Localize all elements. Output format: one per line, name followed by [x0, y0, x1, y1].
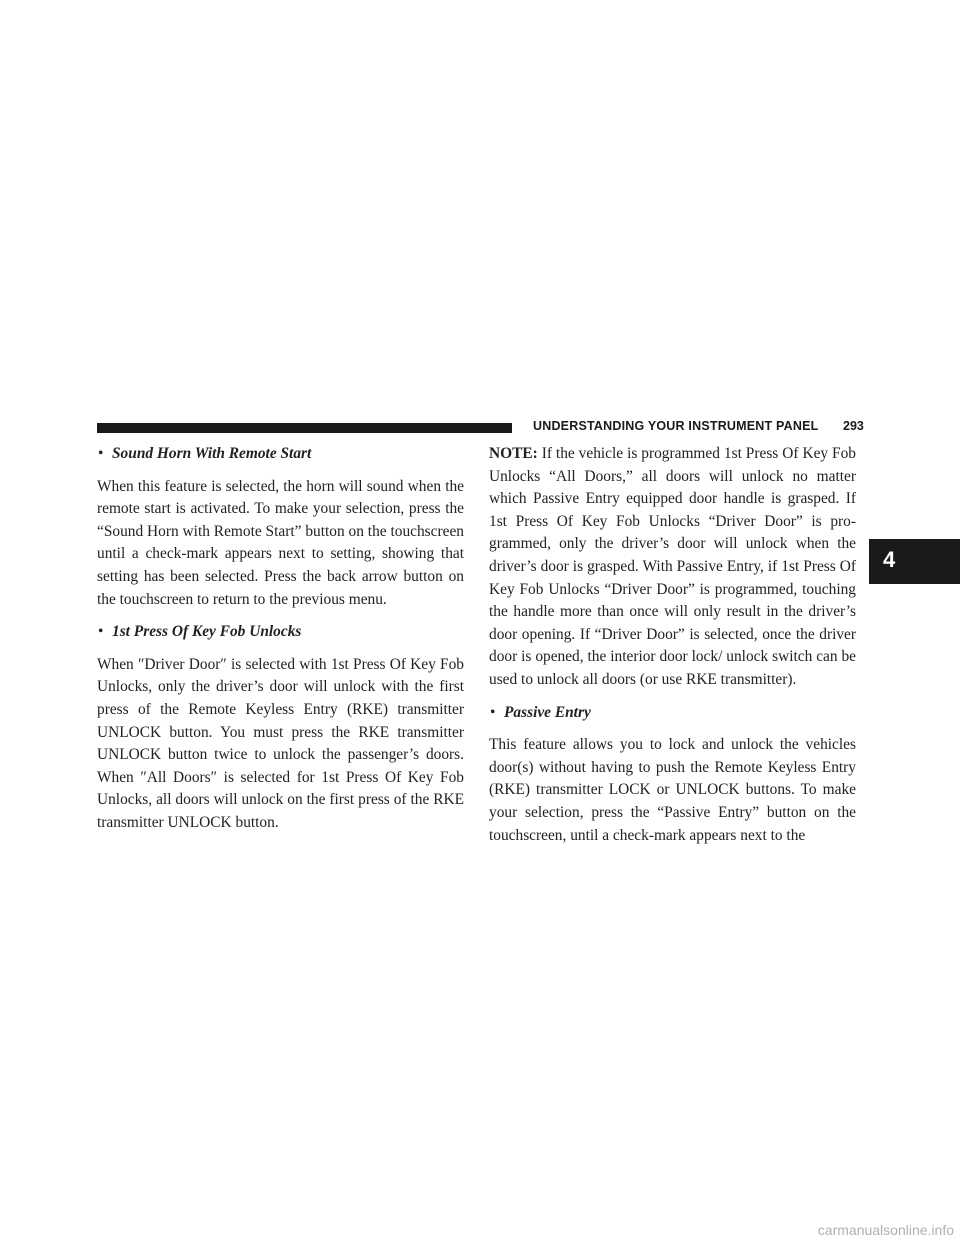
bullet-icon: •	[98, 445, 104, 462]
paragraph-sound-horn: When this feature is selected, the horn will sound when the remote start is activated. To make your selection, press the “Sound Horn with Remote Start” button on the touchscreen until a check-mark appears next to setting, showing that setting has been selected. Press the back arrow button on the touchscreen to return to the previous menu.	[97, 477, 464, 608]
watermark: carmanualsonline.info	[817, 1222, 954, 1238]
bullet-heading-passive-entry	[489, 702, 856, 725]
bullet-heading-text: Sound Horn With Remote Start	[112, 445, 312, 462]
header-rule	[97, 423, 512, 433]
bullet-heading-text: Passive Entry	[504, 703, 591, 721]
chapter-number: 4	[883, 547, 896, 572]
bullet-icon: •	[490, 703, 496, 721]
right-column	[489, 443, 856, 857]
chapter-tab	[869, 539, 960, 584]
bullet-heading-key-fob-unlocks	[97, 621, 464, 644]
paragraph-passive-entry: This feature allows you to lock and unlock the vehicles door(s) without having to push the Remote Keyless Entry (RKE) transmitter LOCK or UNLOCK buttons. To make your selection, press the “Passive Entry” button on the touchscreen, until a check-mark appears next to the	[489, 736, 856, 844]
bullet-heading-text: 1st Press Of Key Fob Unlocks	[112, 623, 302, 641]
note-text: If the vehicle is programmed 1st Press Of Key Fob Unlocks “All Doors,” all doors will unlock no matter which Passive Entry equipped door handle is grasped. If 1st Press Of Key Fob Unlocks “Driver Door” is programmed, only the driver’s door will unlock when the driver’s door is grasped. With Passive Entry, if 1st Press Of Key Fob Unlocks “Driver Door” is programmed, touching the handle more than once will only result in the driver’s door opening. If “Driver Door” is selected, once the driver door is opened, the interior door lock/ unlock switch can be used to unlock all doors (or use RKE transmitter).	[489, 445, 856, 688]
page-number: 293	[843, 419, 864, 433]
running-header-title: UNDERSTANDING YOUR INSTRUMENT PANEL	[533, 419, 819, 433]
bullet-heading-sound-horn	[97, 443, 464, 466]
bullet-icon: •	[98, 623, 104, 641]
paragraph-key-fob-unlocks: When ″Driver Door″ is selected with 1st Press Of Key Fob Unlocks, only the driver’s door will unlock with the first press of the Remote Keyless Entry (RKE) transmitter UNLOCK button. You must press the RKE transmitter UNLOCK button twice to unlock the passenger’s doors. When ″All Doors″ is selected for 1st Press Of Key Fob Unlocks, all doors will unlock on the first press of the RKE transmitter UNLOCK button.	[97, 655, 464, 831]
left-column	[97, 443, 464, 845]
note-label: NOTE:	[489, 445, 538, 462]
note-paragraph	[489, 443, 856, 692]
